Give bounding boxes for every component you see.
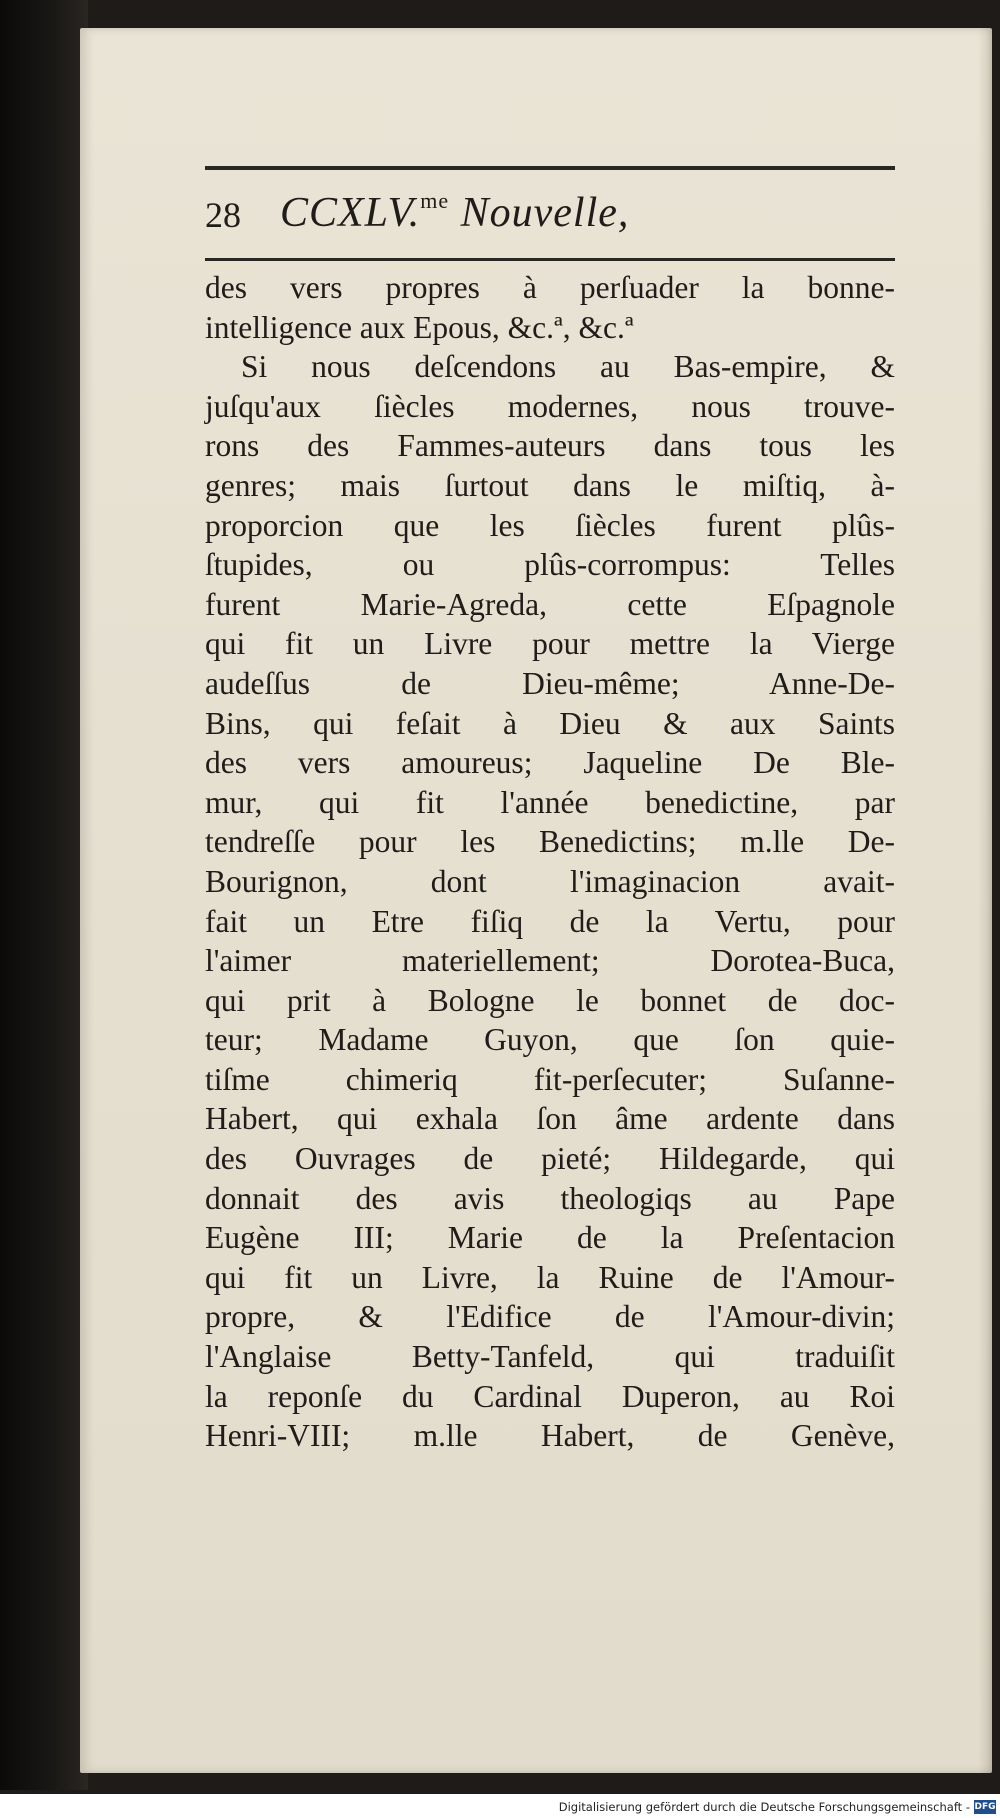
page-edge (978, 28, 992, 1773)
text-line: Bourignon, dont l'imaginacion avait- (205, 863, 895, 899)
text-line: l'aimer materiellement; Dorotea-Buca, (205, 943, 895, 979)
text-line: qui fit un Livre pour mettre la Vierge (205, 626, 895, 662)
text-line: genres; mais ſurtout dans le miſtiq, à- (205, 467, 895, 503)
text-line: Bins, qui feſait à Dieu & aux Saints (205, 705, 895, 741)
running-head (205, 188, 895, 246)
text-line: des vers amoureus; Jaqueline De Ble- (205, 745, 895, 781)
digitization-footer (0, 1794, 1000, 1818)
running-title-sup: me (420, 188, 450, 213)
text-line: des Ouvrages de pieté; Hildegarde, qui (205, 1141, 895, 1177)
running-title-main: CCXLV. (280, 190, 421, 236)
page-number: 28 (205, 195, 241, 235)
text-line: Eugène III; Marie de la Preſentacion (205, 1220, 895, 1256)
digitization-credit: Digitalisierung gefördert durch die Deutsche Forschungsgemeinschaft - (558, 1800, 970, 1814)
text-line: proporcion que les ſiècles furent plûs- (205, 507, 895, 543)
running-title (280, 188, 629, 237)
text-line: juſqu'aux ſiècles modernes, nous trouve- (205, 388, 895, 424)
header-bottom-rule (205, 258, 895, 261)
book-binding-shadow (0, 0, 88, 1790)
text-line: propre, & l'Edifice de l'Amour-divin; (205, 1299, 895, 1335)
text-line: rons des Fammes-auteurs dans tous les (205, 428, 895, 464)
text-line: ſtupides, ou plûs-corrompus: Telles (205, 547, 895, 583)
text-line: fait un Etre fiſiq de la Vertu, pour (205, 903, 895, 939)
text-line: intelligence aux Epous, &c.ª, &c.ª (205, 309, 634, 345)
text-line: teur; Madame Guyon, que ſon quie- (205, 1022, 895, 1058)
text-line: tendreſſe pour les Benedictins; m.lle De- (205, 824, 895, 860)
text-line: la reponſe du Cardinal Duperon, au Roi (205, 1378, 895, 1414)
dfg-logo-icon: DFG (974, 1802, 996, 1812)
body-text (205, 268, 895, 1456)
text-line: donnait des avis theologiqs au Pape (205, 1180, 895, 1216)
text-line: l'Anglaise Betty-Tanfeld, qui traduiſit (205, 1339, 895, 1375)
text-line: des vers propres à perſuader la bonne- (205, 270, 895, 305)
text-line: qui prit à Bologne le bonnet de doc- (205, 982, 895, 1018)
text-line: furent Marie-Agreda, cette Eſpagnole (205, 586, 895, 622)
text-line: audeſſus de Dieu-même; Anne-De- (205, 665, 895, 701)
text-line: qui fit un Livre, la Ruine de l'Amour- (205, 1259, 895, 1295)
text-line: tiſme chimeriq fit-perſecuter; Suſanne- (205, 1061, 895, 1097)
text-line: Habert, qui exhala ſon âme ardente dans (205, 1101, 895, 1137)
text-line: Henri-VIII; m.lle Habert, de Genève, (205, 1418, 895, 1454)
text-line: mur, qui fit l'année benedictine, par (205, 784, 895, 820)
header-top-rule (205, 166, 895, 170)
running-title-rest: Nouvelle, (449, 190, 630, 236)
text-line: Si nous deſcendons au Bas-empire, & (241, 349, 895, 385)
